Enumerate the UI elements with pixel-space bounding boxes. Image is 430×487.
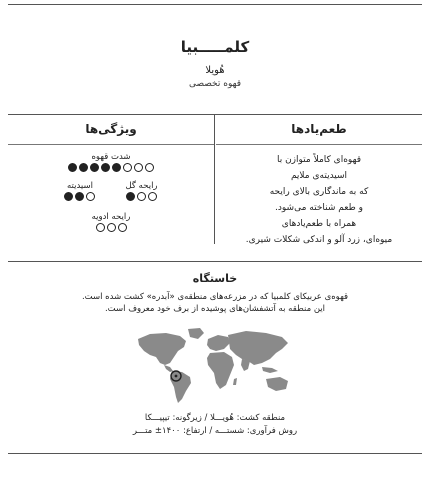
filled-dot-icon xyxy=(126,192,135,201)
tasting-notes-title: طعم‌یادها xyxy=(291,122,347,136)
origin-line: قهوه‌ی عربیکای کلمبیا که در مزرعه‌های منطقه‌ی «آبدره» کشت شده است. xyxy=(81,292,349,302)
acidity-attribute xyxy=(64,181,95,204)
intensity-label: شدت قهوه xyxy=(91,152,131,162)
tasting-notes-text xyxy=(216,152,422,248)
filled-dot-icon xyxy=(101,163,110,172)
filled-dot-icon xyxy=(68,163,77,172)
spice-attribute xyxy=(8,212,214,235)
origin-section xyxy=(0,272,430,315)
madagascar-shape xyxy=(233,378,237,385)
filled-dot-icon xyxy=(112,163,121,172)
note-line: همراه با طعم‌یادهای xyxy=(281,219,357,229)
note-line: و طعم شناخته می‌شود. xyxy=(275,203,363,213)
origin-title: خاستگاه xyxy=(192,272,238,285)
filled-dot-icon xyxy=(79,163,88,172)
acidity-label: اسیدیته xyxy=(66,181,93,191)
note-line: اسیدیته‌ی ملایم xyxy=(290,171,348,181)
europe-shape xyxy=(207,335,230,351)
origin-text xyxy=(0,291,430,315)
empty-dot-icon xyxy=(118,223,127,232)
central-america-shape xyxy=(164,365,173,372)
acidity-rating xyxy=(64,192,95,201)
filled-dot-icon xyxy=(64,192,73,201)
floral-attribute xyxy=(125,181,157,204)
world-map xyxy=(130,325,296,405)
features-rule xyxy=(8,144,214,145)
intensity-attribute xyxy=(8,152,214,175)
empty-dot-icon xyxy=(107,223,116,232)
features-section xyxy=(8,114,214,244)
column-divider xyxy=(214,114,215,244)
north-america-shape xyxy=(138,333,186,365)
floral-label: رایحه گل xyxy=(125,181,158,191)
africa-shape xyxy=(207,352,234,389)
world-map-landmass xyxy=(138,328,288,403)
origin-details xyxy=(0,412,430,438)
tasting-notes-section xyxy=(216,114,422,244)
filled-dot-icon xyxy=(75,192,84,201)
note-line: میوه‌ای، زرد آلو و اندکی شکلات شیری. xyxy=(245,235,393,245)
product-subtitle: هُویلا xyxy=(205,65,225,76)
top-rule xyxy=(8,4,422,5)
region-variety-line: منطقه کشت: هُویـــلا / زیرگونه: تیپیـــکا xyxy=(144,413,286,423)
empty-dot-icon xyxy=(123,163,132,172)
asia-shape xyxy=(228,331,288,365)
empty-dot-icon xyxy=(137,192,146,201)
filled-dot-icon xyxy=(90,163,99,172)
islands-shape xyxy=(262,367,278,373)
origin-marker-dot xyxy=(175,375,178,378)
australia-shape xyxy=(266,377,288,391)
india-shape xyxy=(241,359,250,371)
note-line: قهوه‌ای کاملاً متوازن با xyxy=(276,155,362,165)
section-rule-lower xyxy=(8,261,422,262)
attribute-row xyxy=(8,181,214,204)
floral-rating xyxy=(126,192,157,201)
product-tag: قهوه تخصصی xyxy=(188,79,242,89)
empty-dot-icon xyxy=(86,192,95,201)
spice-rating xyxy=(96,223,127,232)
origin-line: این منطقه به آتشفشان‌های پوشیده از برف خود معروف است. xyxy=(104,304,326,314)
note-line: که به ماندگاری بالای رایحه xyxy=(269,187,369,197)
product-title: کلمـــــبیا xyxy=(180,38,250,56)
header xyxy=(0,38,430,89)
greenland-shape xyxy=(188,328,204,339)
empty-dot-icon xyxy=(134,163,143,172)
process-altitude-line: روش فرآوری: شستـــه / ارتفاع: ۱۴۰۰± متـــر xyxy=(132,426,298,436)
empty-dot-icon xyxy=(145,163,154,172)
empty-dot-icon xyxy=(148,192,157,201)
tasting-notes-rule xyxy=(216,144,422,145)
bottom-rule xyxy=(8,453,422,454)
empty-dot-icon xyxy=(96,223,105,232)
intensity-rating xyxy=(68,163,154,172)
features-title: ویژگی‌ها xyxy=(85,122,137,136)
spice-label: رایحه ادویه xyxy=(91,212,131,222)
